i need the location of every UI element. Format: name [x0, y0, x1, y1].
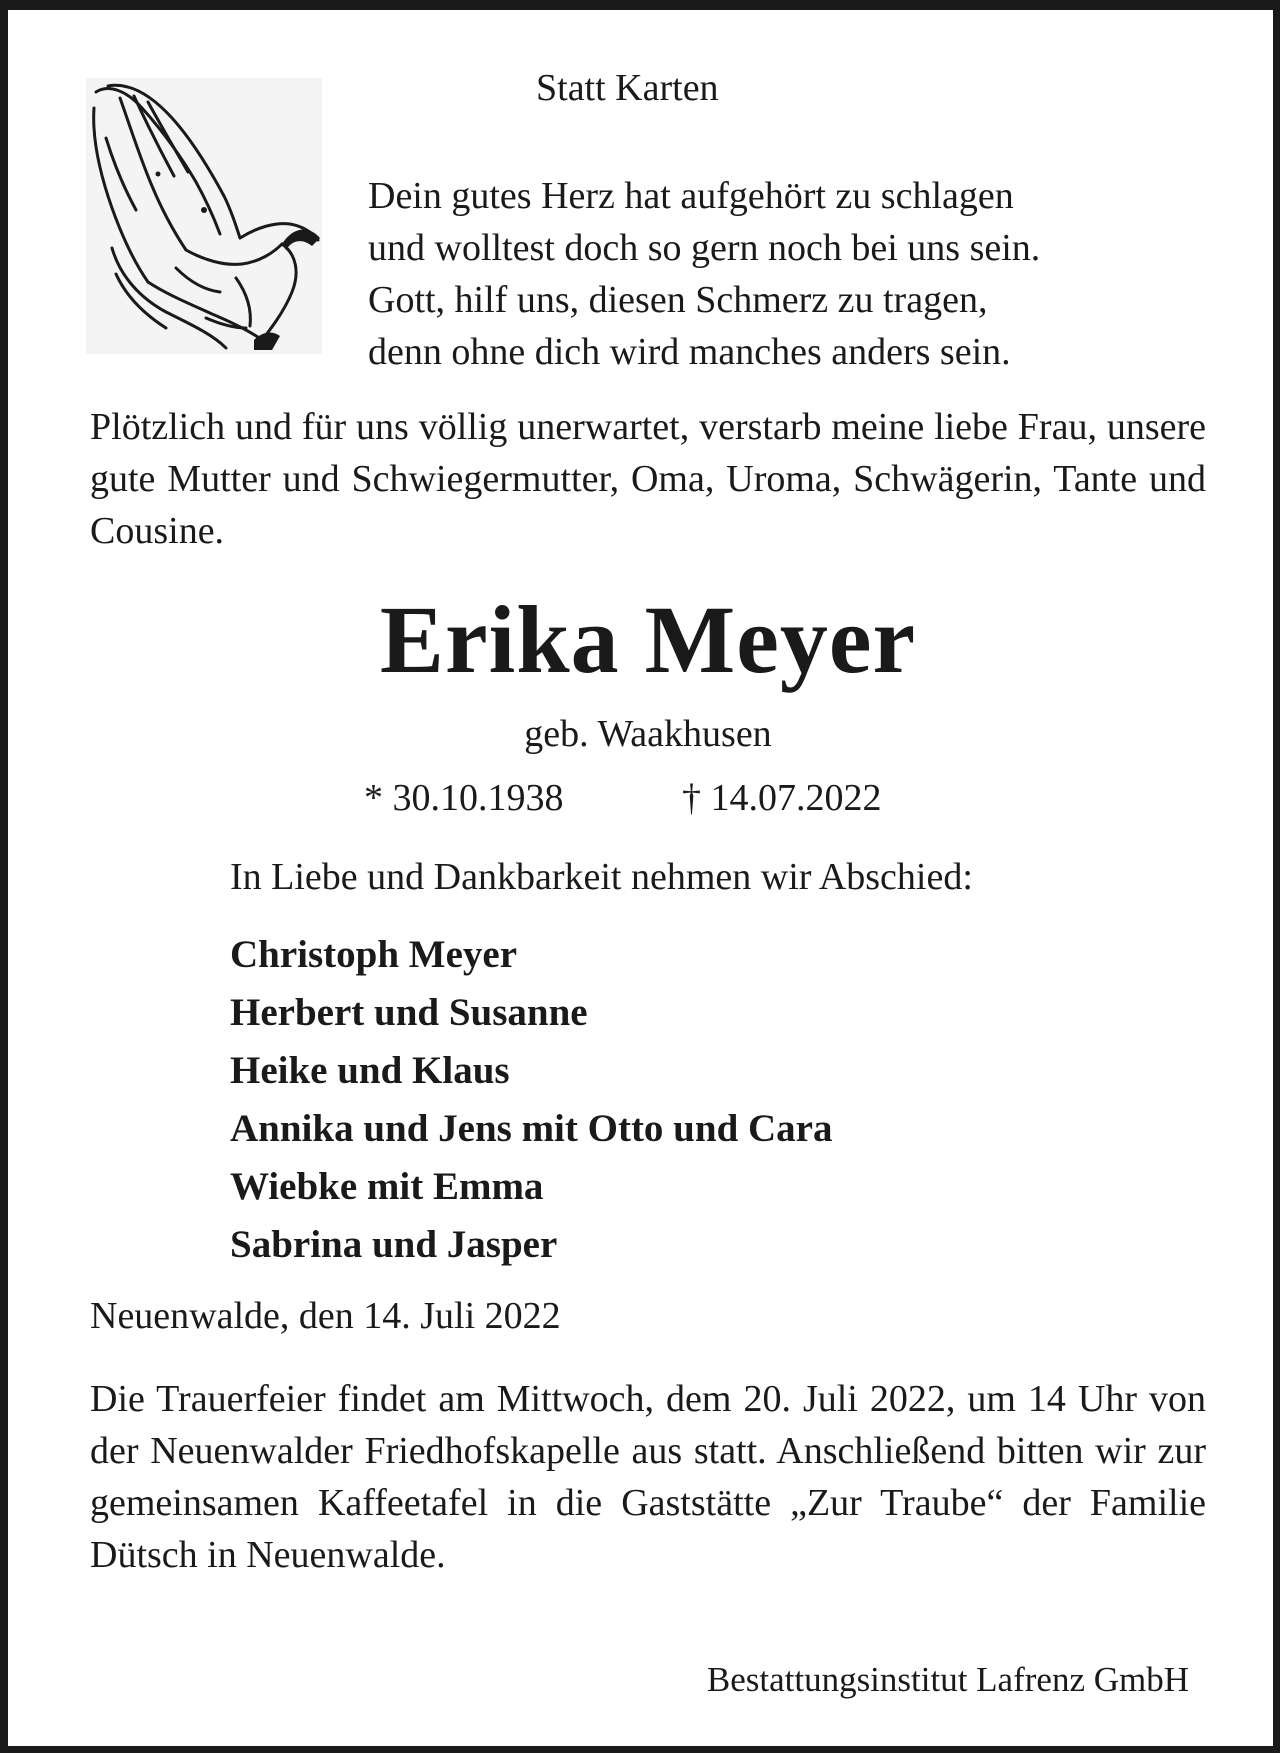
poem-line: Dein gutes Herz hat aufgehört zu schlagen: [368, 175, 1014, 217]
mourner-name: Sabrina und Jasper: [230, 1223, 558, 1266]
maiden-name: geb. Waakhusen: [524, 713, 772, 755]
mourner-name: Christoph Meyer: [230, 933, 518, 976]
mourner-name: Annika und Jens mit Otto und Cara: [230, 1107, 833, 1150]
mourner-name: Heike und Klaus: [230, 1049, 510, 1092]
birth-date: * 30.10.1938: [364, 777, 564, 819]
place-and-date: Neuenwalde, den 14. Juli 2022: [90, 1295, 561, 1337]
deceased-name: Erika Meyer: [379, 586, 917, 693]
mourners-list: [230, 926, 832, 1274]
mourner-name: Herbert und Susanne: [230, 991, 588, 1034]
funeral-notice: Die Trauerfeier findet am Mittwoch, dem 20. Juli 2022, um 14 Uhr von der Neuenwalder Friedhofskapelle aus statt. Anschließend bitten wir zur gemeinsamen Kaffeetafel in die Gaststätte „Zur Traube“ der Familie Dütsch in Neuenwalde.: [90, 1378, 1206, 1576]
praying-hands-icon: [86, 78, 322, 354]
poem-line: Gott, hilf uns, diesen Schmerz zu tragen,: [368, 279, 988, 321]
poem-line: und wolltest doch so gern noch bei uns sein.: [368, 227, 1041, 269]
mourner-name: Wiebke mit Emma: [230, 1165, 544, 1208]
poem: [368, 170, 1040, 378]
poem-line: denn ohne dich wird manches anders sein.: [368, 331, 1011, 373]
statt-karten-header: Statt Karten: [536, 67, 719, 109]
death-date: † 14.07.2022: [682, 777, 882, 819]
farewell-line: In Liebe und Dankbarkeit nehmen wir Abschied:: [230, 856, 973, 898]
undertaker-name: Bestattungsinstitut Lafrenz GmbH: [706, 1660, 1189, 1699]
intro-text: Plötzlich und für uns völlig unerwartet, verstarb meine liebe Frau, unsere gute Mutter und Schwiegermutter, Oma, Uroma, Schwägerin, Tante und Cousine.: [90, 406, 1206, 552]
